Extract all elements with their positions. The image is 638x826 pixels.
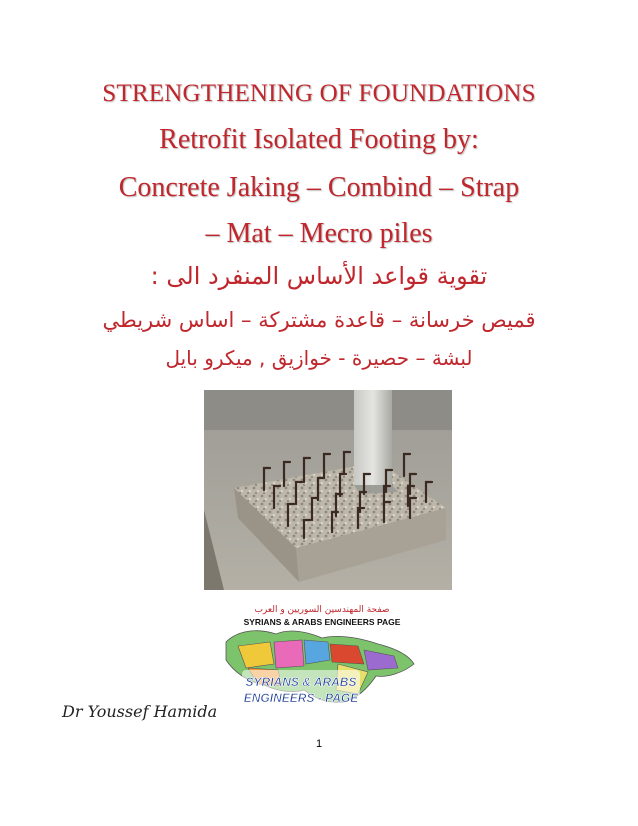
author-name: Dr Youssef Hamida bbox=[62, 702, 218, 721]
subtitle-line-1: Retrofit Isolated Footing by: bbox=[159, 124, 479, 155]
engineers-page-logo bbox=[218, 598, 420, 720]
subtitle-line-3: – Mat – Mecro piles bbox=[205, 218, 433, 249]
subtitle-line-2: Concrete Jaking – Combind – Strap bbox=[118, 172, 520, 203]
logo-arabic-caption: صفحة المهندسين السوريين و العرب bbox=[254, 605, 390, 615]
arabic-title: تقوية قواعد الأساس المنفرد الى : bbox=[150, 262, 488, 290]
arabic-line-2: لبشة – حصيرة - خوازيق , ميكرو بايل bbox=[165, 346, 473, 370]
arabic-line-1: قميص خرسانة – قاعدة مشتركة – اساس شريطي bbox=[102, 308, 536, 332]
logo-badge-line-1: SYRIANS & ARABS bbox=[245, 675, 357, 689]
logo-english-caption: SYRIANS & ARABS ENGINEERS PAGE bbox=[243, 617, 401, 627]
main-title: STRENGTHENING OF FOUNDATIONS bbox=[102, 80, 536, 107]
logo-badge-line-2: ENGINEERS - PAGE bbox=[243, 691, 359, 705]
page-number: 1 bbox=[315, 738, 323, 750]
footing-photo bbox=[204, 390, 452, 590]
